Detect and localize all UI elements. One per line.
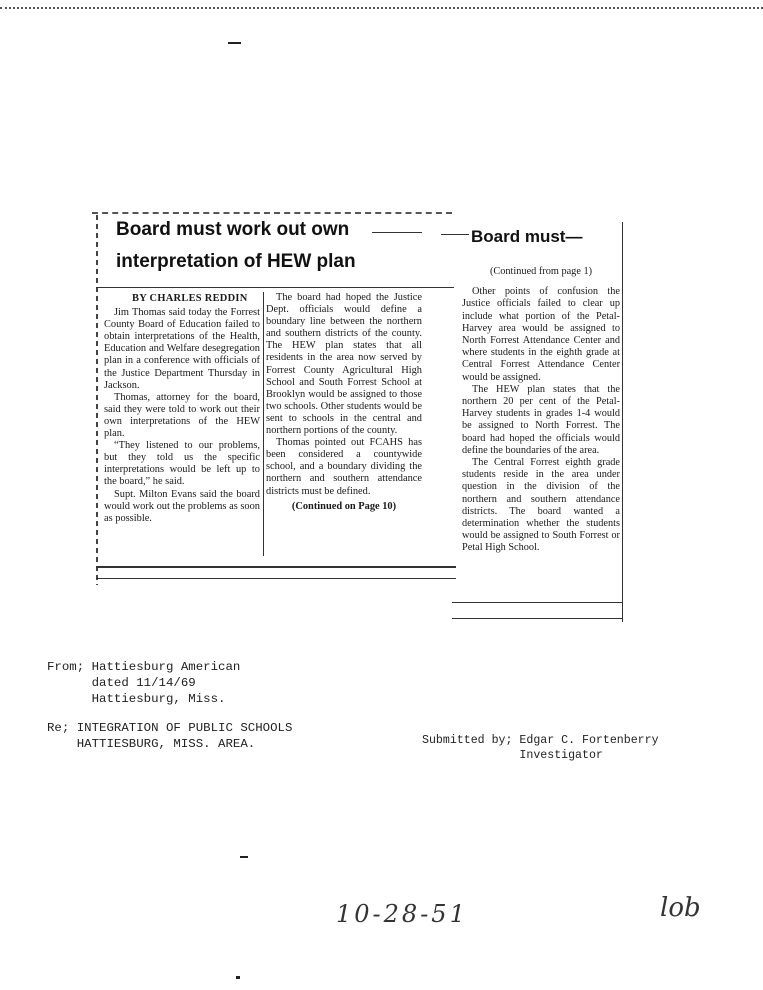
headline-line-1: Board must work out own <box>116 219 350 240</box>
scan-speck <box>236 976 240 979</box>
paragraph: Supt. Milton Evans said the board would work out the problems as soon as possible. <box>104 488 260 524</box>
handwritten-initials: lob <box>660 893 701 923</box>
scan-speck <box>240 856 248 858</box>
continued-from: (Continued from page 1) <box>489 266 593 277</box>
article-column-1 <box>104 293 260 525</box>
submitted-line-1: Submitted by; Edgar C. Fortenberry <box>422 734 659 747</box>
clipping-bottom-rule <box>96 566 456 568</box>
continued-on: (Continued on Page 10) <box>291 500 397 512</box>
headline-rule <box>96 287 454 288</box>
continuation-column <box>462 266 620 555</box>
headline-dash <box>372 232 422 233</box>
paragraph: Thomas pointed out FCAHS has been considered a countywide school, and a boundary dividing the northern and southern attendance districts must be defined. <box>266 437 422 497</box>
handwritten-file-number: 10-28-51 <box>336 900 468 928</box>
re-line-1: Re; INTEGRATION OF PUBLIC SCHOOLS <box>47 721 293 735</box>
paragraph: The board had hoped the Justice Dept. officials would define a boundary line between the northern and southern districts of the county. The HEW plan states that all residents in the area now served by Forrest County Agricultural High School and South Forrest School at Brooklyn would be assigned to those two schools. Other students would be sent to schools in the central and northern portions of the county. <box>266 292 422 437</box>
from-line-2: dated 11/14/69 <box>47 676 196 690</box>
re-line-2: HATTIESBURG, MISS. AREA. <box>47 737 256 751</box>
scan-top-edge <box>0 0 763 9</box>
paragraph: The HEW plan states that the northern 20 per cent of the Petal-Harvey students in grades 1-4 would be assigned to North Forrest. The board had hoped the officials would define the boundaries of the area. <box>462 383 620 456</box>
byline: BY CHARLES REDDIN <box>132 293 248 304</box>
scan-speck <box>228 42 241 44</box>
article-column-2 <box>266 292 422 513</box>
clipping-top-border <box>92 212 452 217</box>
continuation-right-border <box>622 222 623 622</box>
paragraph: Jim Thomas said today the Forrest County Board of Education failed to obtain interpretations of the Health, Education and Welfare desegregation plan in a conference with officials of the Justice Department Thursday in Jackson. <box>104 307 260 391</box>
continuation-dash <box>441 234 469 235</box>
paragraph: The Central Forrest eighth grade students reside in the area under question in the division of the northern and southern attendance districts. The board wanted a determination whether the students would be assigned to South Forrest or Petal High School. <box>462 457 620 554</box>
column-divider <box>263 292 264 556</box>
clipping-left-border <box>96 215 98 585</box>
headline-line-2: interpretation of HEW plan <box>116 251 356 272</box>
continuation-bottom-rule <box>452 602 622 603</box>
paragraph: Other points of confusion the Justice officials failed to clear up include what portion of the Petal-Harvey area would be assigned to North Forrest Attendance Center and where students in the eighth grade at Central Forrest Attendance Center would be assigned. <box>462 286 620 383</box>
from-line-1: From; Hattiesburg American <box>47 660 241 674</box>
continuation-headline: Board must— <box>471 227 583 246</box>
paragraph: “They listened to our problems, but they told us the specific interpretations would be left up to the board,” he said. <box>104 440 260 488</box>
from-line-3: Hattiesburg, Miss. <box>47 692 226 706</box>
clipping-bottom-rule <box>96 578 456 579</box>
submitted-line-2: Investigator <box>422 749 603 762</box>
continuation-bottom-rule <box>452 618 622 619</box>
paragraph: Thomas, attorney for the board, said they were told to work out their own interpretations of the HEW plan. <box>104 391 260 440</box>
